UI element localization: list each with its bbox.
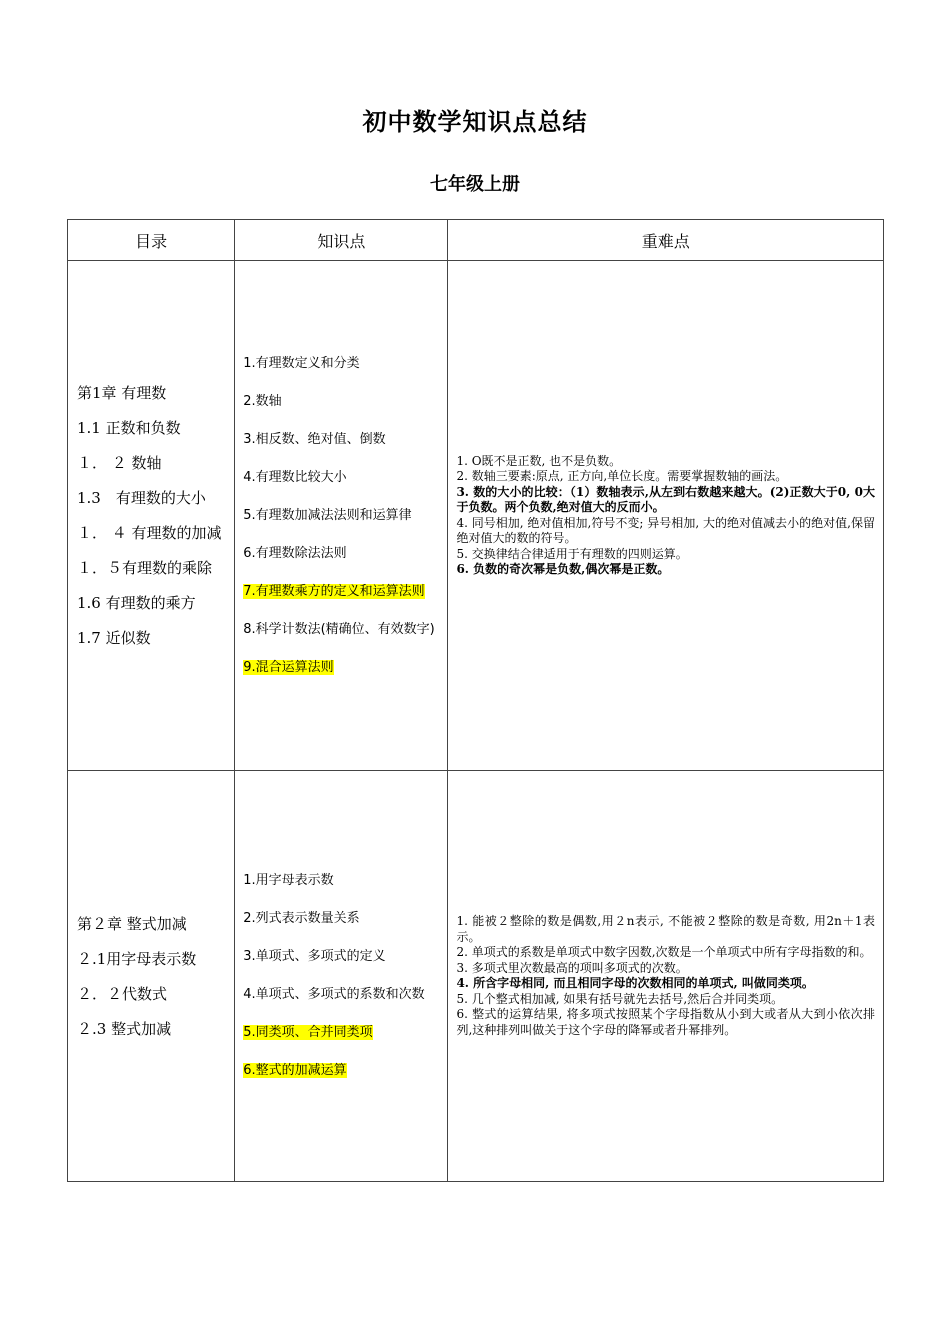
key-point-bold: 3. 数的大小的比较：（1）数轴表示,从左到右数越来越大。(2)正数大于0, 0大于负数。两个负数,绝对值大的反而小。 [456, 484, 875, 514]
table-header-row [68, 220, 884, 261]
knowledge-item [243, 468, 441, 488]
summary-table [67, 219, 884, 1182]
knowledge-item [243, 1023, 441, 1043]
toc-item: 1.3 有理数的大小 [77, 489, 206, 507]
knowledge-cell [235, 261, 448, 771]
knowledge-item [243, 544, 441, 564]
key-point: 1. O既不是正数, 也不是负数。 [456, 453, 622, 468]
knowledge-text: 2.数轴 [243, 393, 282, 409]
toc-item: 1.6 有理数的乘方 [77, 594, 196, 612]
toc-item: １． ４ 有理数的加减 [77, 524, 222, 542]
key-points-list [448, 914, 883, 1038]
knowledge-list [235, 871, 447, 1081]
toc-item: 1.1 正数和负数 [77, 419, 181, 437]
knowledge-item [243, 354, 441, 374]
header-knowledge: 知识点 [235, 220, 448, 261]
page-subtitle: 七年级上册 [430, 174, 520, 195]
toc-item: 第1章 有理数 [77, 384, 167, 402]
knowledge-item [243, 582, 441, 602]
toc-item: ２.1用字母表示数 [77, 949, 197, 968]
key-point: 5. 几个整式相加减, 如果有括号就先去括号,然后合并同类项。 [456, 991, 784, 1006]
key-point: 1. 能被２整除的数是偶数,用２n表示, 不能被２整除的数是奇数, 用2n＋1表示。 [456, 914, 875, 944]
toc-cell [68, 261, 235, 771]
toc-cell [68, 771, 235, 1182]
toc-list [68, 383, 234, 648]
knowledge-item [243, 947, 441, 967]
knowledge-text: 6.有理数除法法则 [243, 545, 347, 561]
knowledge-item [243, 430, 441, 450]
toc-item: ２．２代数式 [77, 984, 168, 1003]
knowledge-item [243, 620, 441, 640]
key-point: 3. 多项式里次数最高的项叫多项式的次数。 [456, 960, 688, 975]
knowledge-text: 1.有理数定义和分类 [243, 355, 360, 371]
knowledge-text-highlighted: 5.同类项、合并同类项 [243, 1025, 373, 1040]
toc-list [68, 914, 234, 1039]
header-key-points: 重难点 [448, 220, 884, 261]
key-point: 5. 交换律结合律适用于有理数的四则运算。 [456, 546, 688, 561]
knowledge-text: 1.用字母表示数 [243, 873, 334, 888]
key-points-cell [448, 771, 884, 1182]
knowledge-item [243, 392, 441, 412]
knowledge-item [243, 506, 441, 526]
knowledge-text-highlighted: 7.有理数乘方的定义和运算法则 [243, 583, 425, 599]
key-point: 4. 同号相加, 绝对值相加,符号不变; 异号相加, 大的绝对值减去小的绝对值,保留绝对值大的数的符号。 [456, 515, 875, 545]
toc-item: １． ２ 数轴 [77, 454, 162, 472]
knowledge-text-highlighted: 6.整式的加减运算 [243, 1063, 347, 1078]
key-point-bold: 6. 负数的奇次幂是负数,偶次幂是正数。 [456, 562, 670, 576]
knowledge-cell [235, 771, 448, 1182]
knowledge-text: 5.有理数加减法法则和运算律 [243, 507, 412, 523]
key-point: 2. 单项式的系数是单项式中数字因数,次数是一个单项式中所有字母指数的和。 [456, 945, 872, 959]
knowledge-item [243, 985, 441, 1005]
knowledge-item [243, 871, 441, 891]
key-points-list [448, 454, 883, 578]
header-toc: 目录 [68, 220, 235, 261]
page-title: 初中数学知识点总结 [362, 108, 588, 136]
key-point-bold: 4. 所含字母相同, 而且相同字母的次数相同的单项式, 叫做同类项。 [456, 976, 814, 990]
knowledge-list [235, 354, 447, 678]
toc-item: 第２章 整式加减 [77, 914, 187, 933]
knowledge-text: 2.列式表示数量关系 [243, 911, 360, 926]
knowledge-text: 4.有理数比较大小 [243, 469, 347, 485]
key-points-cell [448, 261, 884, 771]
key-point: 6. 整式的运算结果, 将多项式按照某个字母指数从小到大或者从大到小依次排列,这种排列叫做关于这个字母的降幂或者升幂排列。 [456, 1007, 875, 1037]
knowledge-item [243, 909, 441, 929]
knowledge-item [243, 658, 441, 678]
toc-item: 1.7 近似数 [77, 629, 151, 647]
knowledge-text: 3.相反数、绝对值、倒数 [243, 431, 386, 447]
toc-item: １．５有理数的乘除 [77, 559, 213, 577]
knowledge-text: 3.单项式、多项式的定义 [243, 949, 386, 964]
knowledge-text: 4.单项式、多项式的系数和次数 [243, 987, 425, 1002]
toc-item: ２.3 整式加减 [77, 1019, 172, 1038]
knowledge-text: 8.科学计数法(精确位、有效数字) [243, 621, 435, 637]
table-row [68, 771, 884, 1182]
knowledge-text-highlighted: 9.混合运算法则 [243, 659, 334, 675]
knowledge-item [243, 1061, 441, 1081]
table-row [68, 261, 884, 771]
key-point: 2. 数轴三要素:原点, 正方向,单位长度。需要掌握数轴的画法。 [456, 469, 788, 483]
